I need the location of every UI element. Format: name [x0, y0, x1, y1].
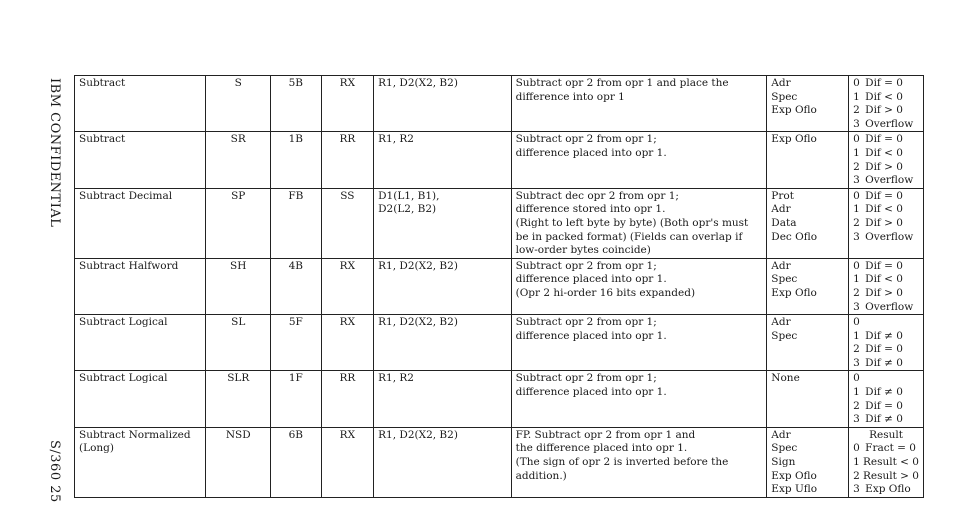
- operands-cell-line: R1, D2(X2, B2): [378, 77, 458, 89]
- condition-code-number: 3: [853, 300, 860, 313]
- condition-code-text: Dif = 0: [865, 189, 903, 202]
- condition-code-text: Dif = 0: [865, 259, 903, 272]
- description-cell-line: the difference placed into opr 1.: [515, 442, 688, 455]
- condition-code-line: [853, 161, 919, 175]
- mnemonic-cell: SL: [206, 315, 271, 371]
- condition-code-number: 1: [853, 386, 860, 399]
- operands-cell: [374, 427, 511, 497]
- condition-code-number: 2: [853, 343, 860, 356]
- description-cell-line: (Right to left byte by byte) (Both opr's must: [515, 216, 749, 229]
- condition-code-line: [853, 133, 919, 147]
- exceptions-cell: [767, 371, 849, 427]
- exceptions-cell-line: Dec Oflo: [771, 230, 818, 243]
- instruction-name: [75, 315, 206, 371]
- condition-code-text: Dif ≠ 0: [865, 413, 903, 426]
- instruction-table: [74, 75, 924, 498]
- condition-code-number: 1: [853, 146, 860, 159]
- confidential-label: IBM CONFIDENTIAL: [47, 78, 62, 228]
- exceptions-cell: [767, 258, 849, 314]
- condition-code-line: [853, 231, 919, 245]
- condition-code-line: [853, 301, 919, 315]
- condition-code-line: [853, 287, 919, 301]
- exceptions-cell-line: Exp Uflo: [771, 483, 818, 496]
- condition-code-text: Dif < 0: [865, 273, 903, 286]
- exceptions-cell: [767, 76, 849, 132]
- operands-cell: [374, 371, 511, 427]
- table-row: [75, 315, 924, 371]
- description-cell-line: difference into opr 1: [515, 90, 625, 103]
- condition-code-cell: [849, 427, 924, 497]
- condition-code-line: [853, 483, 919, 497]
- condition-code-line: [853, 147, 919, 161]
- condition-code-line: [853, 372, 919, 386]
- exceptions-cell-line: Spec: [771, 329, 798, 342]
- condition-code-number: 1: [853, 273, 860, 286]
- operands-cell-line: R1, R2: [378, 133, 414, 146]
- table-row: [75, 258, 924, 314]
- condition-code-cell: [849, 258, 924, 314]
- condition-code-text: Dif = 0: [865, 133, 903, 146]
- exceptions-cell-line: Adr: [771, 259, 791, 272]
- condition-code-line: [853, 442, 919, 456]
- condition-code-number: 0: [853, 133, 860, 146]
- instruction-name: [75, 371, 206, 427]
- description-cell: [511, 427, 767, 497]
- condition-code-line: [853, 316, 919, 330]
- condition-code-cell: [849, 371, 924, 427]
- condition-code-line: [853, 456, 919, 470]
- condition-code-line: [853, 273, 919, 287]
- condition-code-number: 0: [853, 77, 860, 89]
- condition-code-number: 3: [853, 230, 860, 243]
- page-number-label: S/360 25: [47, 440, 62, 503]
- condition-code-line: [853, 203, 919, 217]
- condition-code-text: Dif ≠ 0: [865, 386, 903, 399]
- condition-code-number: 1: [853, 456, 860, 469]
- description-cell-line: Subtract opr 2 from opr 1;: [515, 259, 657, 272]
- operands-cell: [374, 258, 511, 314]
- condition-code-text: Dif > 0: [865, 216, 903, 229]
- opcode-cell: 1F: [271, 371, 322, 427]
- operands-cell-line: R1, D2(X2, B2): [378, 259, 458, 272]
- operands-cell-line: D1(L1, B1),: [378, 189, 440, 202]
- operands-cell-line: R1, D2(X2, B2): [378, 428, 458, 441]
- instruction-name-line: Subtract Logical: [79, 316, 168, 329]
- condition-code-number: 2: [853, 160, 860, 173]
- condition-code-line: [853, 413, 919, 427]
- condition-code-line: [853, 470, 919, 484]
- condition-code-text: Overflow: [865, 174, 914, 187]
- description-cell-line: difference placed into opr 1.: [515, 329, 667, 342]
- format-cell: RR: [321, 371, 374, 427]
- description-cell-line: (Opr 2 hi-order 16 bits expanded): [515, 286, 696, 299]
- description-cell: [511, 371, 767, 427]
- condition-code-text: Dif = 0: [865, 399, 903, 412]
- exceptions-cell-line: Spec: [771, 90, 798, 103]
- condition-code-text: Result > 0: [862, 469, 919, 482]
- condition-code-text: Dif = 0: [865, 343, 903, 356]
- condition-code-line: [853, 343, 919, 357]
- operands-cell: [374, 188, 511, 258]
- condition-code-text: Dif < 0: [865, 90, 903, 103]
- operands-cell-line: R1, R2: [378, 372, 414, 385]
- condition-code-number: 0: [853, 442, 860, 455]
- condition-code-text: Overflow: [865, 117, 914, 130]
- instruction-name-line: Subtract Normalized: [79, 428, 191, 441]
- opcode-cell: 5B: [271, 76, 322, 132]
- description-cell-line: Subtract opr 2 from opr 1;: [515, 316, 657, 329]
- exceptions-cell-line: Exp Oflo: [771, 104, 817, 117]
- exceptions-cell-line: Exp Oflo: [771, 133, 817, 146]
- condition-code-line: [853, 217, 919, 231]
- opcode-cell: 1B: [271, 132, 322, 188]
- condition-code-number: 1: [853, 203, 860, 216]
- instruction-name-line: Subtract Decimal: [79, 189, 173, 202]
- condition-code-number: 2: [853, 216, 860, 229]
- description-cell: [511, 188, 767, 258]
- exceptions-cell-line: None: [771, 372, 800, 385]
- condition-code-line: [853, 260, 919, 274]
- instruction-name-line: Subtract: [79, 77, 126, 89]
- opcode-cell: FB: [271, 188, 322, 258]
- condition-code-line: [853, 386, 919, 400]
- condition-code-number: 0: [853, 259, 860, 272]
- description-cell-line: difference placed into opr 1.: [515, 273, 667, 286]
- condition-code-text: Result < 0: [862, 456, 919, 469]
- description-cell-line: difference stored into opr 1.: [515, 203, 666, 216]
- condition-code-number: 0: [853, 372, 860, 385]
- exceptions-cell: [767, 427, 849, 497]
- format-cell: RR: [321, 132, 374, 188]
- condition-code-number: 3: [853, 483, 860, 496]
- condition-code-line: [853, 357, 919, 371]
- condition-code-line: [853, 400, 919, 414]
- mnemonic-cell: SP: [206, 188, 271, 258]
- condition-code-number: 2: [853, 104, 860, 117]
- operands-cell: [374, 315, 511, 371]
- exceptions-cell-line: Exp Oflo: [771, 286, 817, 299]
- condition-code-number: 3: [853, 356, 860, 369]
- condition-code-line: [853, 77, 919, 91]
- exceptions-cell: [767, 315, 849, 371]
- exceptions-cell-line: Adr: [771, 203, 791, 216]
- operands-cell: [374, 76, 511, 132]
- exceptions-cell-line: Sign: [771, 456, 796, 469]
- instruction-name: [75, 427, 206, 497]
- condition-code-cell: [849, 132, 924, 188]
- description-cell: [511, 76, 767, 132]
- description-cell-line: FP. Subtract opr 2 from opr 1 and: [515, 428, 696, 441]
- condition-code-text: Dif > 0: [865, 160, 903, 173]
- condition-code-number: 2: [853, 469, 860, 482]
- operands-cell-line: D2(L2, B2): [378, 203, 437, 216]
- format-cell: RX: [321, 315, 374, 371]
- description-cell-line: (The sign of opr 2 is inverted before the: [515, 456, 729, 469]
- condition-code-cell: [849, 188, 924, 258]
- operands-cell: [374, 132, 511, 188]
- exceptions-cell-line: Data: [771, 216, 797, 229]
- exceptions-cell-line: Spec: [771, 442, 798, 455]
- condition-code-line: [853, 118, 919, 132]
- description-cell: [511, 132, 767, 188]
- condition-code-number: 0: [853, 316, 860, 329]
- table-row: [75, 188, 924, 258]
- mnemonic-cell: NSD: [206, 427, 271, 497]
- table-row: [75, 132, 924, 188]
- description-cell-line: low-order bytes coincide): [515, 244, 651, 257]
- description-cell-line: Subtract opr 2 from opr 1;: [515, 372, 657, 385]
- condition-code-text: Dif > 0: [865, 104, 903, 117]
- table-row: [75, 76, 924, 132]
- description-cell: [511, 315, 767, 371]
- table-row: [75, 427, 924, 497]
- description-cell-line: Subtract dec opr 2 from opr 1;: [515, 189, 679, 202]
- opcode-cell: 4B: [271, 258, 322, 314]
- mnemonic-cell: SH: [206, 258, 271, 314]
- mnemonic-cell: SR: [206, 132, 271, 188]
- condition-code-cell: [849, 315, 924, 371]
- exceptions-cell-line: Spec: [771, 273, 798, 286]
- instruction-name: [75, 188, 206, 258]
- condition-code-line: [853, 330, 919, 344]
- condition-code-number: 1: [853, 329, 860, 342]
- format-cell: SS: [321, 188, 374, 258]
- instruction-name-line: Subtract: [79, 133, 126, 146]
- description-cell-line: Subtract opr 2 from opr 1 and place the: [515, 77, 729, 89]
- exceptions-cell: [767, 188, 849, 258]
- condition-code-number: 3: [853, 413, 860, 426]
- description-cell: [511, 258, 767, 314]
- instruction-name: [75, 258, 206, 314]
- condition-code-line: [853, 174, 919, 188]
- condition-code-number: 2: [853, 286, 860, 299]
- condition-code-text: Dif < 0: [865, 146, 903, 159]
- description-cell-line: difference placed into opr 1.: [515, 386, 667, 399]
- description-cell-line: be in packed format) (Fields can overlap if: [515, 230, 743, 243]
- condition-code-text: Dif ≠ 0: [865, 356, 903, 369]
- format-cell: RX: [321, 76, 374, 132]
- condition-code-number: 0: [853, 189, 860, 202]
- instruction-name-line: Subtract Halfword: [79, 259, 179, 272]
- instruction-name-line: (Long): [79, 442, 114, 455]
- exceptions-cell-line: Adr: [771, 428, 791, 441]
- table-row: [75, 371, 924, 427]
- description-cell-line: addition.): [515, 469, 567, 482]
- format-cell: RX: [321, 258, 374, 314]
- condition-code-text: Dif ≠ 0: [865, 329, 903, 342]
- opcode-cell: 5F: [271, 315, 322, 371]
- opcode-cell: 6B: [271, 427, 322, 497]
- condition-code-text: Exp Oflo: [865, 483, 911, 496]
- condition-code-number: 3: [853, 174, 860, 187]
- condition-code-line: [853, 190, 919, 204]
- instruction-name: [75, 76, 206, 132]
- operands-cell-line: R1, D2(X2, B2): [378, 316, 458, 329]
- condition-code-header: Result: [869, 428, 903, 441]
- condition-code-text: Dif > 0: [865, 286, 903, 299]
- condition-code-cell: [849, 76, 924, 132]
- description-cell-line: Subtract opr 2 from opr 1;: [515, 133, 657, 146]
- instruction-name: [75, 132, 206, 188]
- condition-code-number: 2: [853, 399, 860, 412]
- condition-code-text: Fract = 0: [865, 442, 916, 455]
- instruction-name-line: Subtract Logical: [79, 372, 168, 385]
- exceptions-cell-line: Prot: [771, 189, 794, 202]
- exceptions-cell-line: Adr: [771, 316, 791, 329]
- description-cell-line: difference placed into opr 1.: [515, 146, 667, 159]
- exceptions-cell-line: Exp Oflo: [771, 469, 817, 482]
- exceptions-cell: [767, 132, 849, 188]
- condition-code-text: Overflow: [865, 300, 914, 313]
- mnemonic-cell: S: [206, 76, 271, 132]
- condition-code-text: Overflow: [865, 230, 914, 243]
- mnemonic-cell: SLR: [206, 371, 271, 427]
- format-cell: RX: [321, 427, 374, 497]
- condition-code-text: Dif < 0: [865, 203, 903, 216]
- condition-code-line: [853, 91, 919, 105]
- condition-code-text: Dif = 0: [865, 77, 903, 89]
- condition-code-number: 3: [853, 117, 860, 130]
- condition-code-line: [853, 104, 919, 118]
- condition-code-number: 1: [853, 90, 860, 103]
- exceptions-cell-line: Adr: [771, 77, 791, 89]
